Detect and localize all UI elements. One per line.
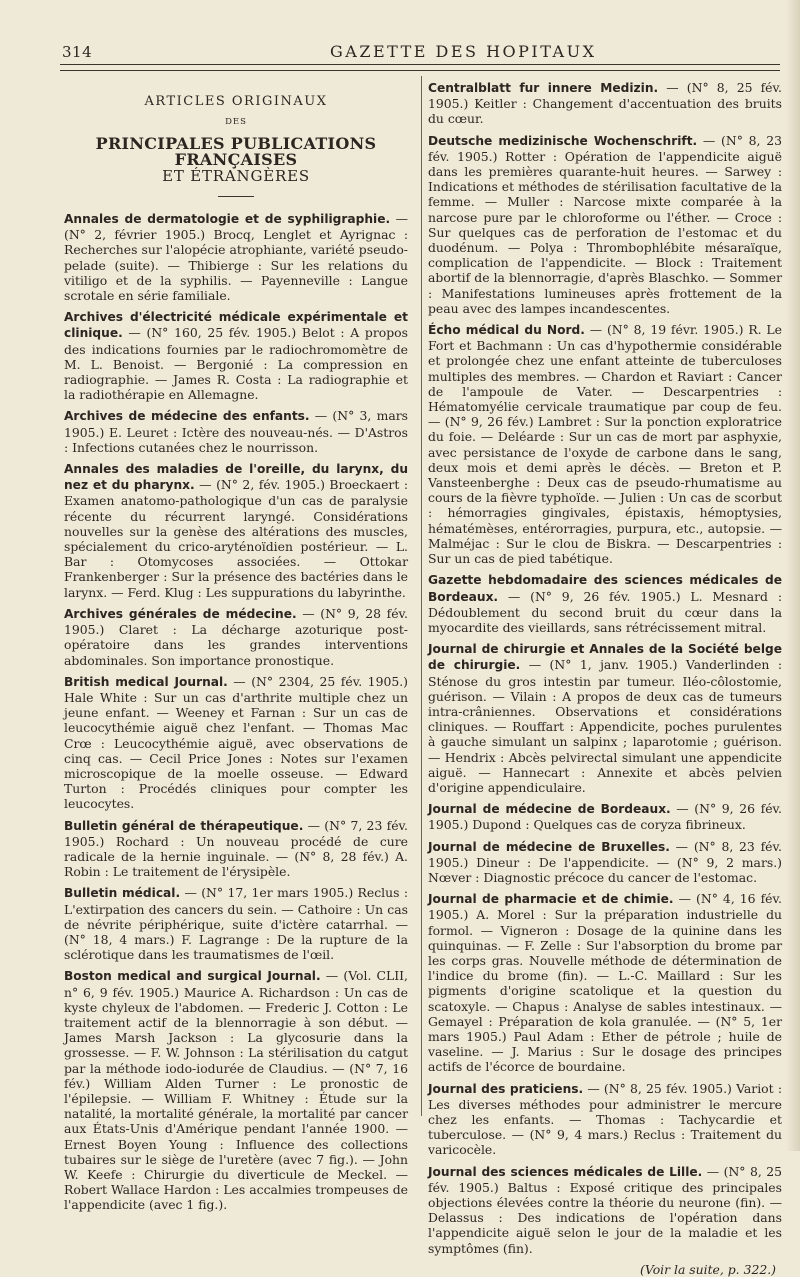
continuation-note: (Voir la suite, p. 322.)	[640, 1261, 776, 1277]
journal-contents: — (N° 8, 25 fév. 1905.) Keitler : Changement d'accentuation des bruits du cœur.	[428, 80, 782, 127]
journal-contents: — (N° 3, mars 1905.) E. Leuret : Ictère des nouveau-nés. — D'Astros : Infections cutanées chez le nourrisson.	[64, 408, 408, 455]
journal-entry	[428, 133, 782, 316]
journal-entry	[428, 801, 782, 832]
journal-contents: — (N° 4, 16 fév. 1905.) A. Morel : Sur la préparation industrielle du formol. — Vigneron : Dosage de la quinine dans les quinquinas. — F. Zelle : Sur l'absorption du brome par les corps gras. Nouvelle méthode de détermination de l'indice du brome (fin). — L.-C. Maillard : Sur les pigments d'origine scatolique et la question du scatoxyle. — Chapus : Analyse de sables intestinaux. — Gemayel : Préparation de kola granulée. — (N° 5, 1er mars 1905.) Paul Adam : Ether de pétrole ; huile de vaseline. — J. Marius : Sur le dosage des principes actifs de l'écorce de bourdaine.	[428, 891, 782, 1075]
journal-title: Archives de médecine des enfants.	[64, 409, 310, 424]
journal-title: Deutsche medizinische Wochenschrift.	[428, 133, 698, 148]
journal-contents: — (N° 8, 25 fév. 1905.) Variot : Les diverses méthodes pour administrer le mercure chez les enfants. — Thomas : Tachycardie et tuberculose. — (N° 9, 4 mars.) Reclus : Traitement du varicocèle.	[428, 1080, 782, 1158]
page-number: 314	[62, 43, 93, 61]
section-heading-line2: DES	[225, 117, 247, 128]
journal-entry	[64, 408, 408, 455]
journal-entry	[64, 211, 408, 303]
journal-title: Boston medical and surgical Journal.	[64, 969, 321, 984]
page-edge	[786, 0, 800, 1151]
journal-title: Journal de médecine de Bruxelles.	[428, 839, 670, 854]
header-rule-thick	[60, 64, 780, 65]
section-heading-line1: ARTICLES ORIGINAUX	[144, 94, 328, 109]
journal-entry	[428, 839, 782, 886]
journal-entry	[428, 80, 782, 127]
journal-contents: — (N° 8, 25 fév. 1905.) Baltus : Exposé critique des principales objections élevées contre la théorie du neurone (fin). — Delassus : Des indications de l'opération dans l'appendicite aiguë selon le jour de la maladie et les symptômes (fin).	[428, 1163, 782, 1256]
right-entries	[428, 80, 782, 1256]
journal-contents: — (N° 7, 23 fév. 1905.) Rochard : Un nouveau procédé de cure radicale de la hernie inguinale. — (N° 8, 28 fév.) A. Robin : Le traitement de l'érysipèle.	[64, 817, 408, 880]
journal-contents: — (N° 2, février 1905.) Brocq, Lenglet et Ayrignac : Recherches sur l'alopécie atrophiante, variété pseudo-pelade (suite). — Thibierge : Sur les relations du vitiligo et de la syphilis. — Payenneville : Langue scrotale en série familiale.	[64, 211, 408, 304]
journal-contents: — (N° 2, fév. 1905.) Broeckaert : Examen anatomo-pathologique d'un cas de paralysie récente du récurrent laryngé. Considérations nouvelles sur la genèse des altérations des muscles, spécialement du crico-aryténoïdien postérieur. — L. Bar : Otomycoses associées. — Ottokar Frankenberger : Sur la présence des bactéries dans le larynx. — Ferd. Klug : Les suppurations du labyrinthe.	[64, 477, 408, 600]
left-column	[64, 80, 408, 1219]
journal-contents: — (N° 160, 25 fév. 1905.) Belot : A propos des indications fournies par le radiochromomètre de M. L. Benoist. — Bergonié : La compression en radiographie. — James R. Costa : La radiographie et la radiothérapie en Allemagne.	[64, 325, 408, 403]
journal-contents: — (N° 8, 23 fév. 1905.) Dineur : De l'appendicite. — (N° 9, 2 mars.) Nœver : Diagnostic précoce du cancer de l'estomac.	[428, 838, 782, 885]
journal-contents: — (N° 2304, 25 fév. 1905.) Hale White : Sur un cas d'arthrite multiple chez un jeune enfant. — Weeney et Farnan : Sur un cas de leucocythémie aiguë chez l'enfant. — Thomas Mac Crœ : Leucocythémie aiguë, avec observations de cinq cas. — Cecil Price Jones : Notes sur l'examen microscopique de la moelle osseuse. — Edward Turton : Procédés cliniques pour compter les leucocytes.	[64, 673, 408, 812]
journal-entry	[64, 461, 408, 600]
left-entries	[64, 211, 408, 1213]
journal-title: Journal de médecine de Bordeaux.	[428, 802, 671, 817]
journal-contents: — (N° 8, 19 févr. 1905.) R. Le Fort et Bachmann : Un cas d'hypothermie considérable et prolongée chez une enfant atteinte de tuberculoses multiples des membres. — Chardon et Raviart : Cancer de l'ampoule de Vater. — Descarpentries : Hématomyélie cervicale traumatique par coup de feu. — (N° 9, 26 fév.) Lambret : Sur la ponction exploratrice du foie. — Deléarde : Sur un cas de mort par asphyxie, avec persistance de l'oxyde de carbone dans le sang, deux mois et demi après le décès. — Breton et P. Vansteenberghe : Deux cas de pseudo-rhumatisme au cours de la fièvre typhoïde. — Julien : Un cas de scorbut : hémorragies gingivales, épistaxis, hémoptysies, hématémèses, entérorragies, purpura, etc., autopsie. — Malméjac : Sur le clou de Biskra. — Descarpentries : Sur un cas de pied tabétique.	[428, 322, 782, 567]
journal-title: Bulletin général de thérapeutique.	[64, 818, 304, 833]
section-heading-line4: ET ÉTRANGÈRES	[162, 166, 310, 185]
section-rule	[218, 196, 254, 197]
journal-contents: — (N° 8, 23 fév. 1905.) Rotter : Opération de l'appendicite aiguë dans les premières quarante-huit heures. — Sarwey : Indications et méthodes de stérilisation facultative de la femme. — Muller : Narcose mixte comparée à la narcose pure par le chloroforme ou l'éther. — Croce : Sur quelques cas de perforation de l'estomac et du duodénum. — Polya : Thrombophlébite mésaraïque, complication de l'appendicite. — Block : Traitement abortif de la blennorragie, d'après Blaschko. — Sommer : Manifestations lumineuses après frottement de la peau avec des lampes incandescentes.	[428, 132, 783, 316]
journal-title: Archives d'électricité médicale expérimentale et clinique.	[64, 310, 408, 341]
journal-title: Annales des maladies de l'oreille, du larynx, du nez et du pharynx.	[64, 462, 408, 493]
column-divider	[421, 76, 422, 1116]
journal-title: Journal des praticiens.	[428, 1081, 584, 1096]
journal-entry	[428, 891, 782, 1074]
journal-entry	[64, 885, 408, 962]
journal-contents: — (N° 9, 28 fév. 1905.) Claret : La décharge azoturique post-opératoire dans les grandes interventions abdominales. Son importance pronostique.	[64, 605, 408, 668]
journal-title: Bulletin médical.	[64, 886, 181, 901]
journal-contents: — (N° 9, 26 fév. 1905.) L. Mesnard : Dédoublement du second bruit du cœur dans la myocardite des vieillards, sans rétrécissement mitral.	[428, 588, 782, 635]
journal-entry	[428, 1164, 782, 1256]
header-rule-thin	[60, 70, 780, 71]
journal-entry	[64, 674, 408, 812]
journal-title: Gazette hebdomadaire des sciences médicales de Bordeaux.	[428, 573, 782, 604]
journal-entry	[428, 1081, 782, 1158]
journal-title: Écho médical du Nord.	[428, 323, 585, 338]
running-title: GAZETTE DES HOPITAUX	[330, 42, 597, 61]
section-heading	[64, 94, 408, 197]
journal-entry	[64, 968, 408, 1212]
journal-entry	[64, 309, 408, 402]
journal-entry	[64, 818, 408, 880]
journal-contents: — (N° 17, 1er mars 1905.) Reclus : L'extirpation des cancers du sein. — Cathoire : Un cas de névrite périphérique, suite d'ictère catarrhal. — (N° 18, 4 mars.) F. Lagrange : De la rupture de la sclérotique dans les traumatismes de l'œil.	[64, 885, 408, 963]
journal-contents: — (N° 9, 26 fév. 1905.) Dupond : Quelques cas de coryza fibrineux.	[428, 801, 782, 833]
journal-title: British medical Journal.	[64, 674, 228, 689]
journal-title: Journal de chirurgie et Annales de la Société belge de chirurgie.	[428, 642, 782, 673]
journal-entry	[64, 606, 408, 668]
journal-title: Journal de pharmacie et de chimie.	[428, 892, 674, 907]
journal-contents: — (Vol. CLII, n° 6, 9 fév. 1905.) Maurice A. Richardson : Un cas de kyste chyleux de l'abdomen. — Frederic J. Cotton : Le traitement actif de la blennorragie à son début. — James Marsh Jackson : La glycosurie dans la grossesse. — F. W. Johnson : La stérilisation du catgut par la méthode iodo-iodurée de Claudius. — (N° 7, 16 fév.) William Alden Turner : Le pronostic de l'épilepsie. — William F. Whitney : Étude sur la natalité, la mortalité générale, la mortalité par cancer aux États-Unis d'Amérique pendant l'année 1900. — Ernest Boyen Young : Influence des collections tubaires sur le siège de l'uretère (avec 7 fig.). — John W. Keefe : Chirurgie du diverticule de Meckel. — Robert Wallace Hardon : Les accalmies trompeuses de l'appendicite (avec 1 fig.).	[64, 968, 408, 1213]
right-column	[428, 80, 782, 1277]
journal-entry	[428, 641, 782, 795]
journal-title: Annales de dermatologie et de syphiligraphie.	[64, 212, 391, 227]
journal-entry	[428, 572, 782, 635]
journal-title: Journal des sciences médicales de Lille.	[428, 1164, 703, 1179]
journal-title: Archives générales de médecine.	[64, 606, 297, 621]
journal-title: Centralblatt fur innere Medizin.	[428, 81, 659, 95]
section-heading-line3: PRINCIPALES PUBLICATIONS FRANÇAISES	[95, 134, 377, 169]
journal-entry	[428, 322, 782, 566]
journal-contents: — (N° 1, janv. 1905.) Vanderlinden : Sténose du gros intestin par tumeur. Iléo-côlostomie, guérison. — Vilain : A propos de deux cas de tumeurs intra-crâniennes. Observations et considérations cliniques. — Rouffart : Appendicite, poches purulentes à gauche simulant un salpinx ; laparotomie ; guérison. — Hendrix : Abcès pelvirectal simulant une appendicite aiguë. — Hannecart : Annexite et abcès pelvien d'origine appendiculaire.	[428, 657, 782, 795]
